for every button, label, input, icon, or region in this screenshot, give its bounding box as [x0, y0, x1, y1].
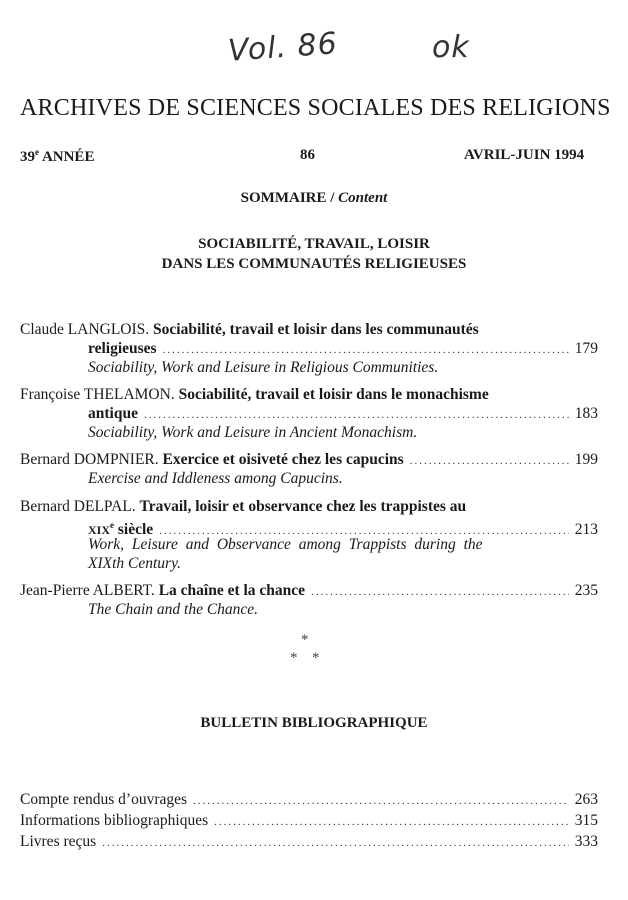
- bulletin-heading: BULLETIN BIBLIOGRAPHIQUE: [200, 715, 428, 731]
- bulletin-entry-1: Compte rendus d’ouvrages ..... 263: [20, 790, 598, 811]
- article-4-translation-2: XIXth Century.: [88, 555, 181, 572]
- theme-line-2: DANS LES COMMUNAUTÉS RELIGIEUSES: [161, 256, 467, 272]
- article-1-translation: Sociability, Work and Leisure in Religious Communities.: [88, 359, 439, 376]
- article-1-line-1: Claude LANGLOIS. Sociabilité, travail et loisir dans les communautés: [20, 321, 479, 338]
- dot-leader: [311, 583, 569, 602]
- sommaire-heading: SOMMAIRE / Content: [240, 190, 388, 206]
- article-5-translation: The Chain and the Chance.: [88, 601, 259, 618]
- bulletin-entry-1-page: 263: [574, 791, 598, 808]
- article-3-line-1: Bernard DOMPNIER. Exercice et oisiveté chez les capucins ..... 199: [20, 450, 598, 471]
- theme-line-1: SOCIABILITÉ, TRAVAIL, LOISIR: [198, 236, 430, 252]
- issue-year: 39e ANNÉE: [20, 147, 95, 165]
- article-2-page: 183: [574, 405, 598, 422]
- article-3-translation: Exercise and Iddleness among Capucins.: [88, 470, 343, 487]
- article-4-line-1: Bernard DELPAL. Travail, loisir et observance chez les trappistes au: [20, 498, 467, 515]
- issue-date: AVRIL-JUIN 1994: [464, 147, 585, 163]
- article-4-translation-1: Work, Leisure and Observance among Trappists during the: [88, 536, 483, 553]
- article-2-line-2: antique ..... 183: [88, 404, 598, 425]
- asterism-star-left: *: [290, 650, 298, 666]
- article-1-line-2: religieuses ..... 179: [88, 339, 598, 360]
- asterism-star-right: *: [312, 650, 320, 666]
- bulletin-entry-3-page: 333: [574, 833, 598, 850]
- bulletin-entry-3: Livres reçus ..... 333: [20, 832, 598, 853]
- issue-number: 86: [300, 147, 315, 163]
- article-5-line-1: Jean-Pierre ALBERT. La chaîne et la chance ..... 235: [20, 581, 598, 602]
- article-4-line-2: XIXe siècle ..... 213: [88, 516, 598, 541]
- dot-leader: [102, 834, 569, 853]
- dot-leader: [410, 452, 569, 471]
- article-3-page: 199: [574, 451, 598, 468]
- handwritten-volume-note: Vol. 86: [226, 26, 339, 69]
- bulletin-entry-2: Informations bibliographiques ..... 315: [20, 811, 598, 832]
- journal-title: ARCHIVES DE SCIENCES SOCIALES DES RELIGIONS: [20, 95, 611, 121]
- article-1-page: 179: [574, 340, 598, 357]
- handwritten-ok-note: ok: [432, 30, 470, 65]
- article-4-page: 213: [574, 521, 598, 538]
- article-2-translation: Sociability, Work and Leisure in Ancient Monachism.: [88, 424, 418, 441]
- article-2-line-1: Françoise THELAMON. Sociabilité, travail et loisir dans le monachisme: [20, 386, 489, 403]
- dot-leader: [193, 792, 569, 811]
- dot-leader: [214, 813, 569, 832]
- article-5-page: 235: [574, 582, 598, 599]
- asterism-star-top: *: [301, 632, 309, 648]
- bulletin-entry-2-page: 315: [574, 812, 598, 829]
